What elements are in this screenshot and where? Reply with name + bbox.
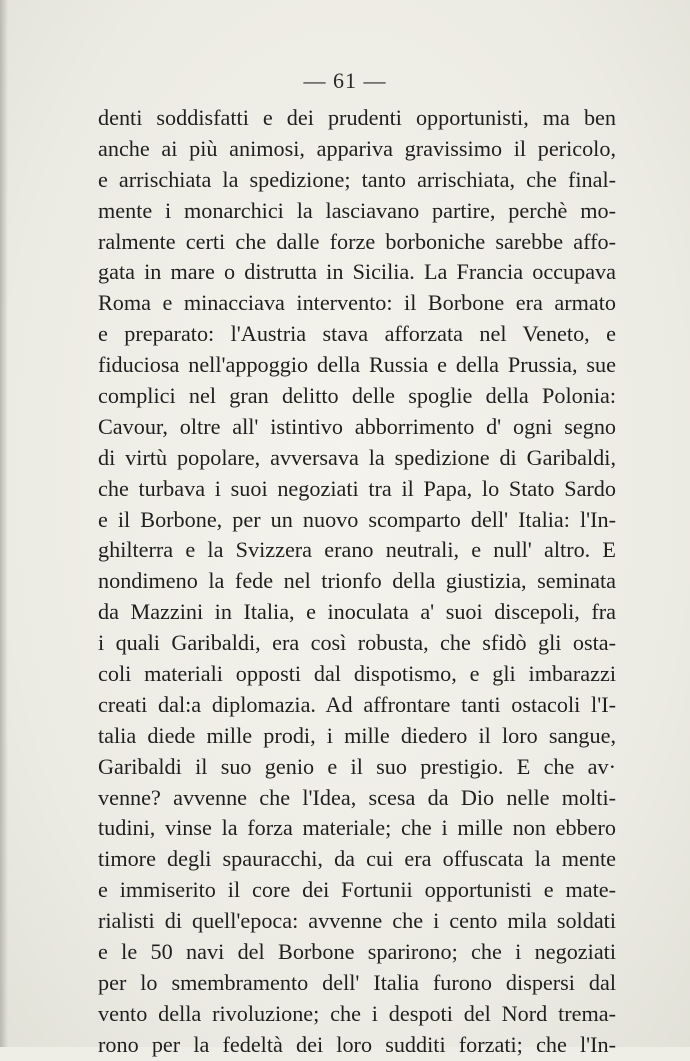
text-line: mente i monarchici la lasciavano partire, perchè mo- [98, 197, 616, 223]
text-line: complici nel gran delitto delle spoglie della Polonia: [98, 383, 616, 409]
text-line: anche ai più animosi, appariva gravissimo il pericolo, [98, 135, 616, 161]
text-line: e preparato: l'Austria stava afforzata nel Veneto, e [98, 321, 616, 347]
text-line: timore degli spauracchi, da cui era offuscata la mente [98, 846, 616, 872]
text-line: vento della rivoluzione; che i despoti del Nord trema- [98, 1000, 616, 1026]
text-line: che turbava i suoi negoziati tra il Papa, lo Stato Sardo [98, 475, 616, 501]
text-line: di virtù popolare, avversava la spedizione di Garibaldi, [98, 444, 616, 470]
text-line: Roma e minacciava intervento: il Borbone era armato [98, 290, 616, 316]
text-line: talia diede mille prodi, i mille diedero il loro sangue, [98, 722, 616, 748]
text-line: fiduciosa nell'appoggio della Russia e della Prussia, sue [98, 352, 616, 378]
text-line: e il Borbone, per un nuovo scomparto dell' Italia: l'In- [98, 506, 616, 532]
text-line: e arrischiata la spedizione; tanto arrischiata, che final- [98, 166, 616, 192]
text-line: nondimeno la fede nel trionfo della giustizia, seminata [98, 568, 616, 594]
text-line: gata in mare o distrutta in Sicilia. La Francia occupava [98, 259, 616, 285]
text-line: ralmente certi che dalle forze borboniche sarebbe affo- [98, 228, 616, 254]
text-line: ghilterra e la Svizzera erano neutrali, e null' altro. E [98, 537, 616, 563]
text-line: coli materiali opposti dal dispotismo, e gli imbarazzi [98, 661, 616, 687]
text-line: per lo smembramento dell' Italia furono dispersi dal [98, 969, 616, 995]
text-line: creati dal:a diplomazia. Ad affrontare tanti ostacoli l'I- [98, 691, 616, 717]
text-line: Cavour, oltre all' istintivo abborrimento d' ogni segno [98, 413, 616, 439]
text-line: e le 50 navi del Borbone sparirono; che i negoziati [98, 939, 616, 965]
page-edge-shadow [0, 0, 8, 1047]
text-line: da Mazzini in Italia, e inoculata a' suoi discepoli, fra [98, 599, 616, 625]
page-number: — 61 — [303, 68, 387, 93]
text-line: tudini, vinse la forza materiale; che i mille non ebbero [98, 815, 616, 841]
text-line: e immiserito il core dei Fortunii opportunisti e mate- [98, 877, 616, 903]
text-line: venne? avvenne che l'Idea, scesa da Dio nelle molti- [98, 784, 616, 810]
text-line: Garibaldi il suo genio e il suo prestigio. E che av· [98, 753, 616, 779]
text-line: denti soddisfatti e dei prudenti opportunisti, ma ben [98, 105, 616, 130]
text-line: rono per la fedeltà dei loro sudditi forzati; che l'In- [98, 1031, 616, 1057]
text-line: rialisti di quell'epoca: avvenne che i cento mila soldati [98, 908, 616, 934]
text-line: i quali Garibaldi, era così robusta, che sfidò gli osta- [98, 630, 616, 656]
body-text [98, 103, 616, 1061]
